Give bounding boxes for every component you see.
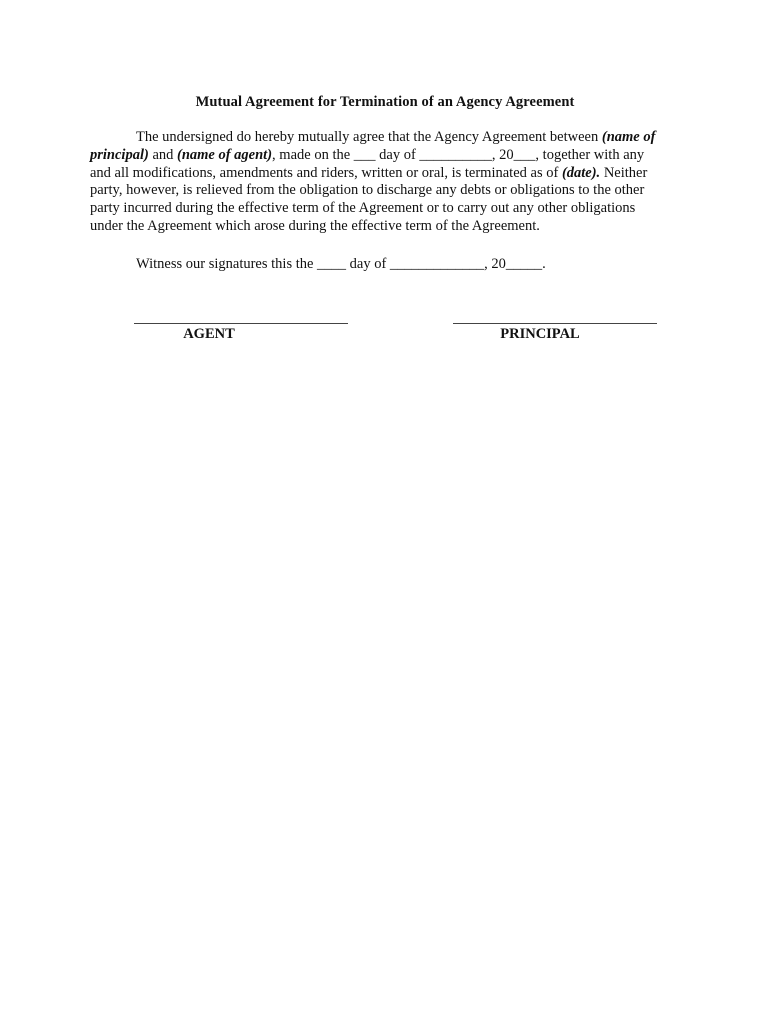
paragraph-line-4: party, however, is relieved from the obligation to discharge any debts or obligations to the other xyxy=(90,182,645,199)
name-of-agent-placeholder: (name of agent) xyxy=(177,146,273,163)
witness-line: Witness our signatures this the ____ day of _____________, 20_____. xyxy=(136,256,546,272)
paragraph-line-5: party incurred during the effective term of the Agreement or to carry out any other obligations xyxy=(90,200,636,217)
date-placeholder: (date). xyxy=(561,164,601,181)
name-of-principal-placeholder-end: principal) xyxy=(90,146,149,163)
agent-signature-line xyxy=(134,323,348,324)
paragraph-line-2 xyxy=(90,147,690,165)
agreement-paragraph xyxy=(90,129,690,236)
principal-signature-line xyxy=(453,323,657,324)
name-of-principal-placeholder-start: (name of xyxy=(601,129,656,145)
document-title: Mutual Agreement for Termination of an Agency Agreement xyxy=(195,94,575,110)
line-3-rest: Neither xyxy=(600,164,648,181)
line-2-and: and xyxy=(148,146,177,163)
paragraph-line-3 xyxy=(90,165,690,183)
agent-signature-label: AGENT xyxy=(183,326,235,342)
principal-signature-label: PRINCIPAL xyxy=(500,326,580,342)
line-2-text: , made on the ___ day of __________, 20___, together with any xyxy=(272,146,645,163)
paragraph-line-1 xyxy=(90,129,690,147)
line-3-text: and all modifications, amendments and riders, written or oral, is terminated as of xyxy=(90,164,562,181)
line-1-text: The undersigned do hereby mutually agree that the Agency Agreement between xyxy=(136,129,602,145)
paragraph-line-6: under the Agreement which arose during the effective term of the Agreement. xyxy=(90,217,540,234)
